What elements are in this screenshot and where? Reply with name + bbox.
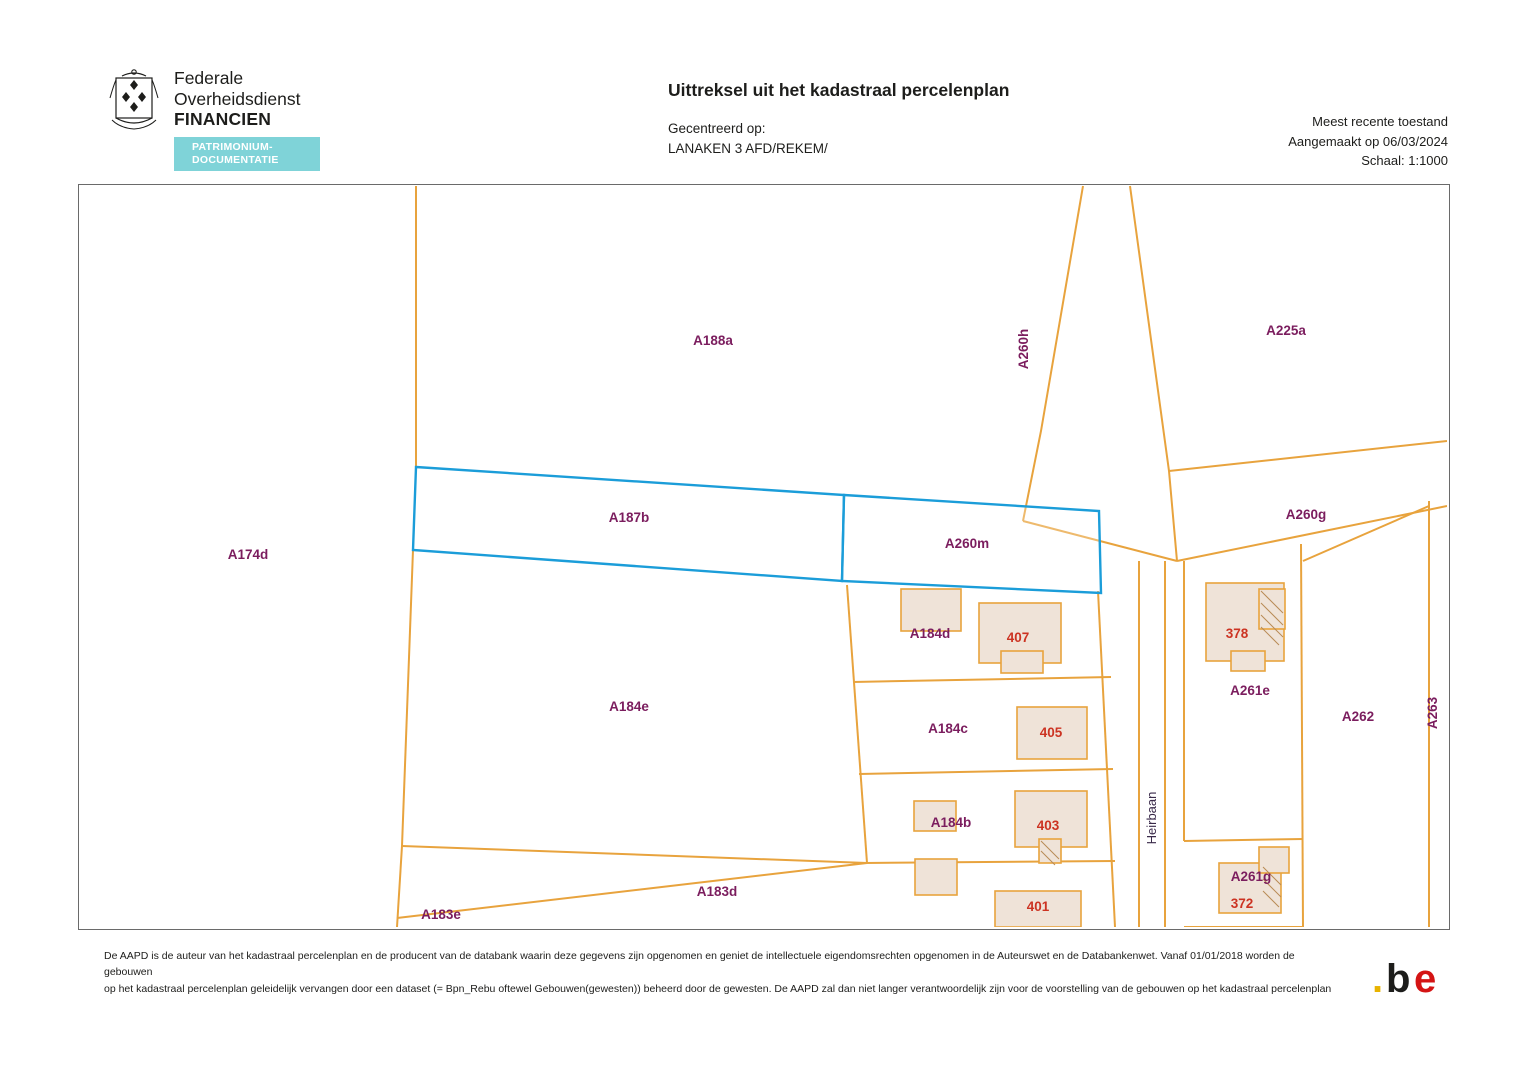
selected-parcels[interactable] [413, 467, 1101, 593]
building-label: 407 [1006, 630, 1030, 645]
building-label: 378 [1225, 626, 1249, 641]
centered-on-value: LANAKEN 3 AFD/REKEM/ [668, 140, 828, 156]
agency-line-3: FINANCIEN [174, 109, 272, 130]
parcel-label: A261e [1230, 683, 1270, 698]
building-label: 405 [1039, 725, 1063, 740]
agency-line-1: Federale [174, 68, 244, 88]
agency-name [174, 68, 320, 171]
page-header [0, 0, 1526, 185]
parcel-label: A183d [696, 884, 738, 899]
meta-created: Aangemaakt op 06/03/2024 [1288, 133, 1448, 149]
svg-text:b: b [1386, 957, 1411, 998]
be-logo [1370, 952, 1448, 998]
parcel-label: A184c [928, 721, 968, 736]
footer-line-2: op het kadastraal percelenplan geleidelijk vervangen door een dataset (= Bpn_Rebu oftewel Gebouwen(gewesten)) beheerd door de gewesten. De AAPD zal dan niet langer verantwoordelijk zijn voor de voorstelling van de gebouwen op het kadastraal percelenplan [104, 982, 1332, 995]
badge-line-1: PATRIMONIUM- [192, 140, 273, 153]
parcel-label: A184e [609, 699, 649, 714]
copyright-footer [104, 948, 1344, 997]
cadastral-map[interactable] [78, 184, 1450, 930]
map-canvas[interactable] [79, 185, 1447, 927]
parcel-label: A174d [227, 547, 269, 562]
svg-text:e: e [1414, 957, 1437, 998]
parcel-label: A260g [1285, 507, 1327, 522]
meta-state: Meest recente toestand [1312, 114, 1448, 129]
centered-on-block [668, 119, 1009, 158]
agency-line-2: Overheidsdienst [174, 88, 301, 109]
footer-line-1: De AAPD is de auteur van het kadastraal percelenplan en de producent van de databank waarin deze gegevens zijn opgenomen en geniet de intellectuele eigendomsrechten opgenomen in de Auteurswet en de Databankenwet. Vanaf 01/01/2018 worden de gebouwen [104, 950, 1295, 979]
parcel-label: A188a [693, 333, 733, 348]
badge-line-2: DOCUMENTATIE [192, 154, 279, 167]
parcel-label: A183e [421, 907, 461, 922]
parcel-label: A262 [1341, 709, 1375, 724]
building-label: 401 [1026, 899, 1050, 914]
parcel-label: A187b [608, 510, 650, 525]
document-meta [1288, 112, 1448, 171]
title-block [668, 80, 1009, 158]
parcel-label: A225a [1266, 323, 1306, 338]
centered-on-label: Gecentreerd op: [668, 121, 766, 136]
svg-text:.: . [1372, 957, 1384, 998]
page-title: Uittreksel uit het kadastraal percelenplan [668, 80, 1010, 100]
coat-of-arms-icon [108, 68, 160, 130]
parcel-label: A261g [1230, 869, 1272, 884]
parcel-label: A260m [944, 536, 990, 551]
parcel-label: A263 [1425, 696, 1440, 730]
street-labels [1144, 792, 1159, 845]
building-label: 372 [1230, 896, 1254, 911]
meta-scale: Schaal: 1:1000 [1361, 153, 1448, 168]
building-label: 403 [1036, 818, 1060, 833]
patrimonium-badge [174, 137, 320, 171]
fod-financien-logo [108, 68, 320, 171]
parcel-label: A184d [909, 626, 951, 641]
parcel-label: A184b [930, 815, 972, 830]
parcel-label: A260h [1016, 328, 1031, 370]
street-label: Heirbaan [1144, 791, 1159, 845]
